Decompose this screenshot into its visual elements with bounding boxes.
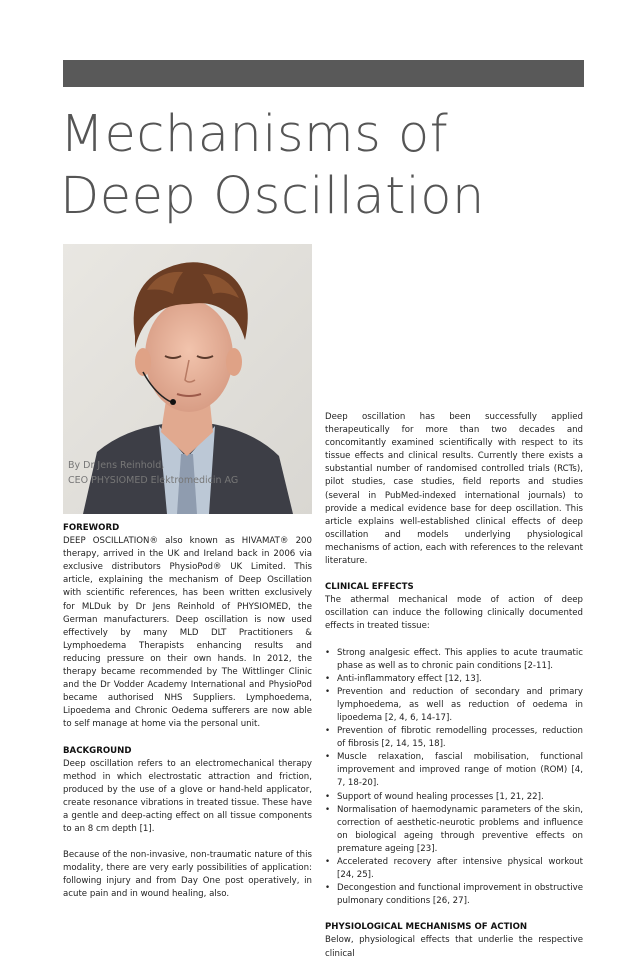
background-heading: BACKGROUND	[63, 745, 132, 756]
header-bar	[63, 60, 584, 87]
title-line-2: Deep Oscillation	[60, 167, 485, 226]
right-column	[325, 411, 583, 974]
clinical-effects-text: The athermal mechanical mode of action of deep oscillation can induce the following clinically documented effects in treated tissue:	[325, 595, 583, 632]
article-title	[60, 104, 590, 228]
list-item: • Prevention of fibrotic remodelling processes, reduction of fibrosis [2, 14, 15, 18].	[325, 725, 583, 751]
foreword-text: DEEP OSCILLATION® also known as HIVAMAT® 200 therapy, arrived in the UK and Ireland back in 2006 via exclusive distributors PhysioPod® UK Limited. This article, explaining the mechanism of Deep Oscillation with scientific references, has been written exclusively for MLDuk by Dr Jens Reinhold of PHYSIOMED, the German manufacturers. Deep oscillation is now used effectively by many MLD DLT Practitioners & Lymphoedema Therapists enhancing results and reducing pressure on their own hands. In 2012, the therapy became recommended by The Wittlinger Clinic and the Dr Vodder Academy International and PhysioPod became authorised NHS Suppliers. Lymphoedema, Lipoedema and Chronic Oedema sufferers are now able to self manage at home via the personal unit.	[63, 536, 312, 730]
clinical-effects-list	[325, 647, 583, 909]
physiological-mechanisms-heading: PHYSIOLOGICAL MECHANISMS OF ACTION	[325, 922, 528, 933]
author-byline	[68, 458, 308, 488]
list-item: • Support of wound healing processes [1, 21, 22].	[325, 791, 583, 804]
list-item: • Accelerated recovery after intensive physical workout [24, 25].	[325, 856, 583, 882]
left-column	[63, 522, 312, 915]
list-item: • Decongestion and functional improvement in obstructive pulmonary conditions [26, 27].	[325, 882, 583, 908]
background-paragraph-2: Because of the non-invasive, non-traumatic nature of this modality, there are very early possibilities of application: following injury and from Day One post operatively, in acute pain and in wound healing, also.	[63, 850, 312, 900]
list-item: • Normalisation of haemodynamic parameters of the skin, correction of aesthetic-neurotic problems and influence on biological ageing through preventive effects on premature ageing [23].	[325, 804, 583, 856]
list-item: • Strong analgesic effect. This applies to acute traumatic phase as well as to chronic pain conditions [2-11].	[325, 647, 583, 673]
byline-role: CEO PHYSIOMED Elektromedicin AG	[68, 475, 239, 486]
list-item: • Prevention and reduction of secondary and primary lymphoedema, as well as reduction of oedema in lipoedema [2, 4, 6, 14-17].	[325, 686, 583, 725]
list-item: • Muscle relaxation, fascial mobilisation, functional improvement and improved range of motion (ROM) [4, 7, 18-20].	[325, 751, 583, 790]
byline-author: By Dr Jens Reinhold,	[68, 460, 165, 471]
background-paragraph-1: Deep oscillation refers to an electromechanical therapy method in which electrostatic attraction and friction, produced by the use of a glove or hand-held applicator, create resonance vibrations in treated tissue. These have a gentle and deep-acting effect on all tissue components to an 8 cm depth [1].	[63, 758, 312, 835]
intro-text: Deep oscillation has been successfully applied therapeutically for more than two decades and concomitantly examined scientifically with respect to its tissue effects and clinical results. Currently there exists a substantial number of randomised controlled trials (RCTs), pilot studies, case studies, field reports and studies (several in PubMed-indexed international journals) to provide a medical evidence base for deep oscillation. This article explains well-established clinical effects of deep oscillation and models underlying physiological mechanisms of action, each with references to the relevant literature.	[325, 412, 583, 567]
list-item: • Anti-inflammatory effect [12, 13].	[325, 673, 583, 686]
clinical-effects-heading: CLINICAL EFFECTS	[325, 582, 414, 593]
physiological-mechanisms-text: Below, physiological effects that underlie the respective clinical	[325, 935, 583, 959]
title-line-1: Mechanisms of	[60, 105, 449, 164]
foreword-heading: FOREWORD	[63, 523, 120, 533]
